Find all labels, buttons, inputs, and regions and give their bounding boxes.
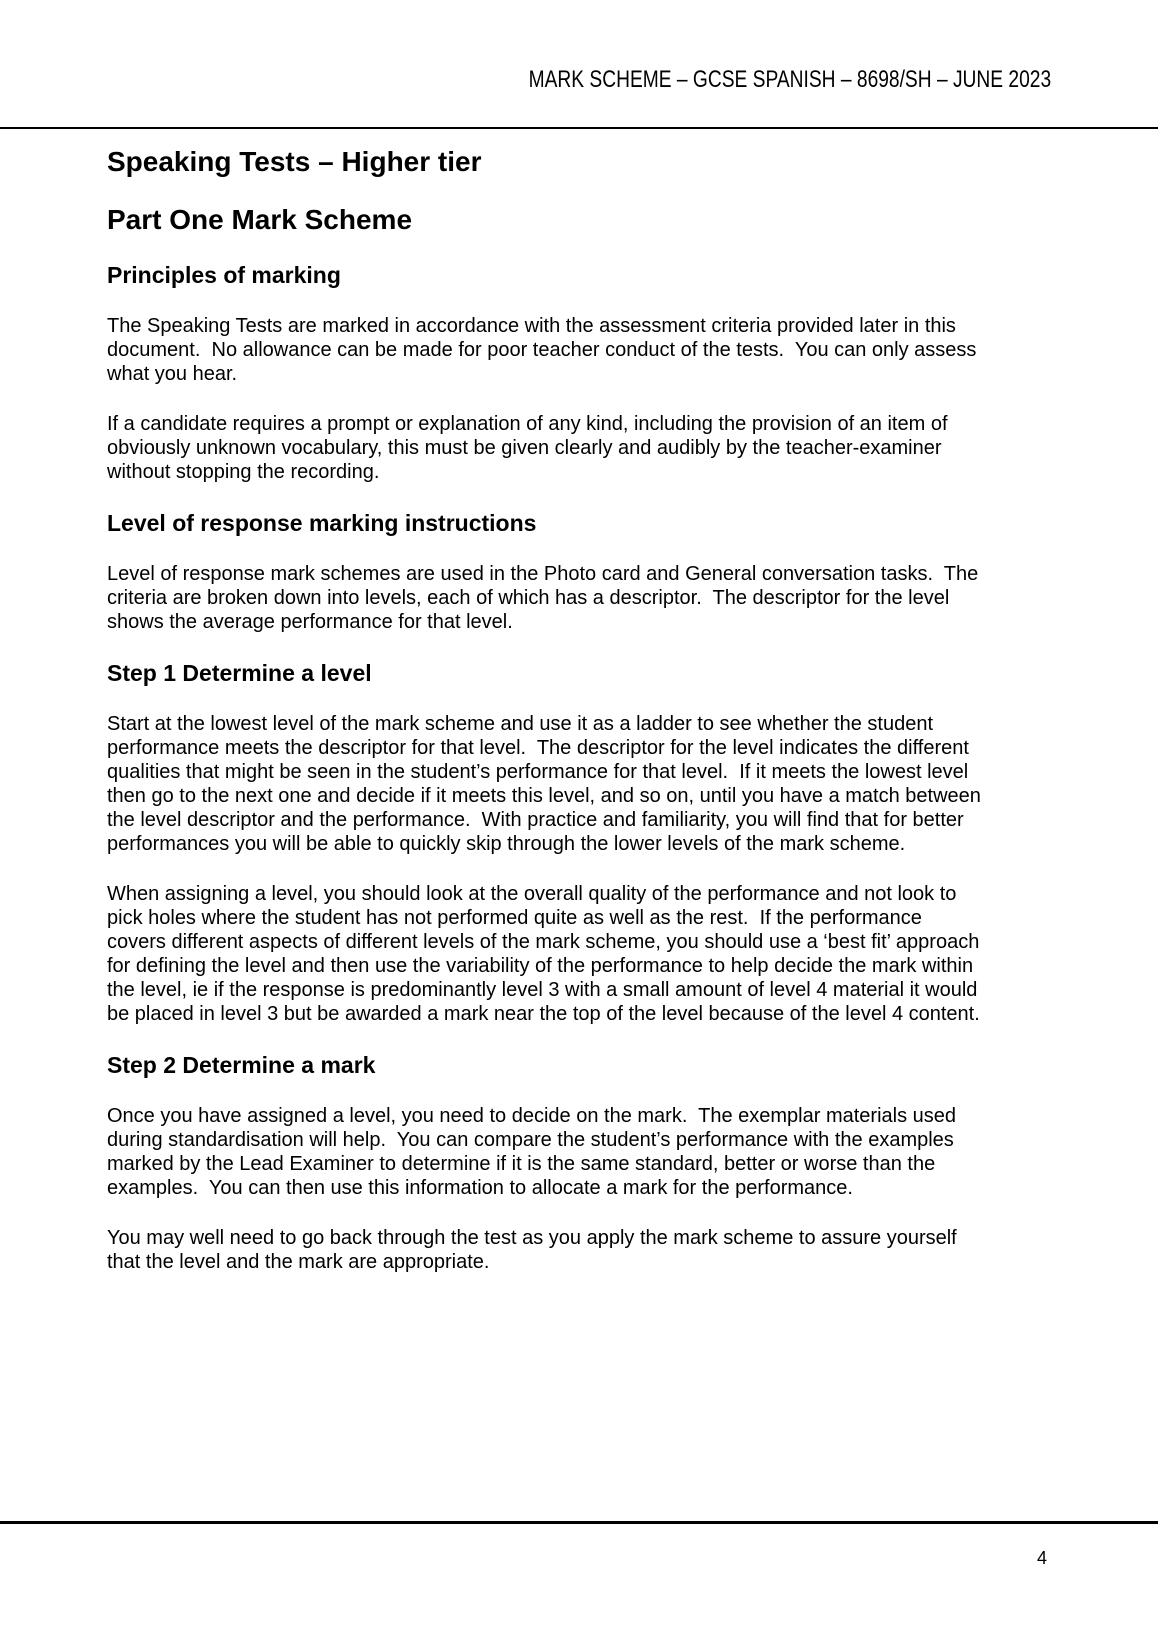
- text-line: shows the average performance for that level.: [107, 611, 513, 633]
- text-line: covers different aspects of different levels of the mark scheme, you should use a ‘best fit’ approach: [107, 931, 980, 953]
- text-line: the level descriptor and the performance. With practice and familiarity, you will find that for better: [107, 809, 964, 831]
- text-line: for defining the level and then use the variability of the performance to help decide the mark within: [107, 955, 974, 977]
- text-line: the level, ie if the response is predominantly level 3 with a small amount of level 4 material it would: [107, 979, 978, 1001]
- subheading-level-of-response: Level of response marking instructions: [107, 510, 537, 536]
- paragraph-step1-b: [107, 882, 1051, 1026]
- paragraph-principles-1: [107, 314, 1051, 386]
- paragraph-step1-a: [107, 712, 1051, 856]
- text-line: Start at the lowest level of the mark scheme and use it as a ladder to see whether the student: [107, 713, 934, 735]
- page-number: 4: [1036, 1548, 1047, 1568]
- text-line: obviously unknown vocabulary, this must be given clearly and audibly by the teacher-examiner: [107, 437, 942, 459]
- text-line: If a candidate requires a prompt or explanation of any kind, including the provision of an item of: [107, 413, 948, 435]
- text-line: When assigning a level, you should look at the overall quality of the performance and not look to: [107, 883, 957, 905]
- paragraph-principles-2: [107, 412, 1051, 484]
- text-line: that the level and the mark are appropriate.: [107, 1251, 490, 1273]
- text-line: qualities that might be seen in the student’s performance for that level. If it meets the lowest level: [107, 761, 969, 783]
- page-content: [107, 131, 1051, 1300]
- text-line: The Speaking Tests are marked in accordance with the assessment criteria provided later in this: [107, 315, 956, 337]
- text-line: during standardisation will help. You can compare the student’s performance with the examples: [107, 1129, 954, 1151]
- paragraph-step2-b: [107, 1226, 1051, 1274]
- header-title: MARK SCHEME – GCSE SPANISH – 8698/SH – JUNE 2023: [528, 66, 1051, 93]
- subheading-principles-of-marking: Principles of marking: [107, 262, 341, 288]
- text-line: what you hear.: [107, 363, 238, 385]
- text-line: Once you have assigned a level, you need to decide on the mark. The exemplar materials used: [107, 1105, 957, 1127]
- text-line: performances you will be able to quickly skip through the lower levels of the mark scheme.: [107, 833, 906, 855]
- page-header: [0, 0, 1158, 129]
- text-line: Level of response mark schemes are used in the Photo card and General conversation tasks. The: [107, 563, 979, 585]
- text-line: be placed in level 3 but be awarded a mark near the top of the level because of the level 4 content.: [107, 1003, 980, 1025]
- text-line: criteria are broken down into levels, each of which has a descriptor. The descriptor for the level: [107, 587, 950, 609]
- text-line: document. No allowance can be made for poor teacher conduct of the tests. You can only assess: [107, 339, 977, 361]
- heading-part-one-mark-scheme: Part One Mark Scheme: [107, 204, 413, 235]
- text-line: You may well need to go back through the test as you apply the mark scheme to assure yourself: [107, 1227, 957, 1249]
- subheading-step1-determine-level: Step 1 Determine a level: [107, 660, 372, 686]
- text-line: then go to the next one and decide if it meets this level, and so on, until you have a match between: [107, 785, 981, 807]
- text-line: without stopping the recording.: [107, 461, 380, 483]
- text-line: pick holes where the student has not performed quite as well as the rest. If the performance: [107, 907, 922, 929]
- text-line: performance meets the descriptor for that level. The descriptor for the level indicates the different: [107, 737, 969, 759]
- heading-speaking-tests: Speaking Tests – Higher tier: [107, 146, 482, 177]
- footer-rule: [0, 1521, 1158, 1524]
- text-line: marked by the Lead Examiner to determine if it is the same standard, better or worse than the: [107, 1153, 936, 1175]
- paragraph-step2-a: [107, 1104, 1051, 1200]
- subheading-step2-determine-mark: Step 2 Determine a mark: [107, 1052, 376, 1078]
- text-line: examples. You can then use this information to allocate a mark for the performance.: [107, 1177, 853, 1199]
- paragraph-level-of-response: [107, 562, 1051, 634]
